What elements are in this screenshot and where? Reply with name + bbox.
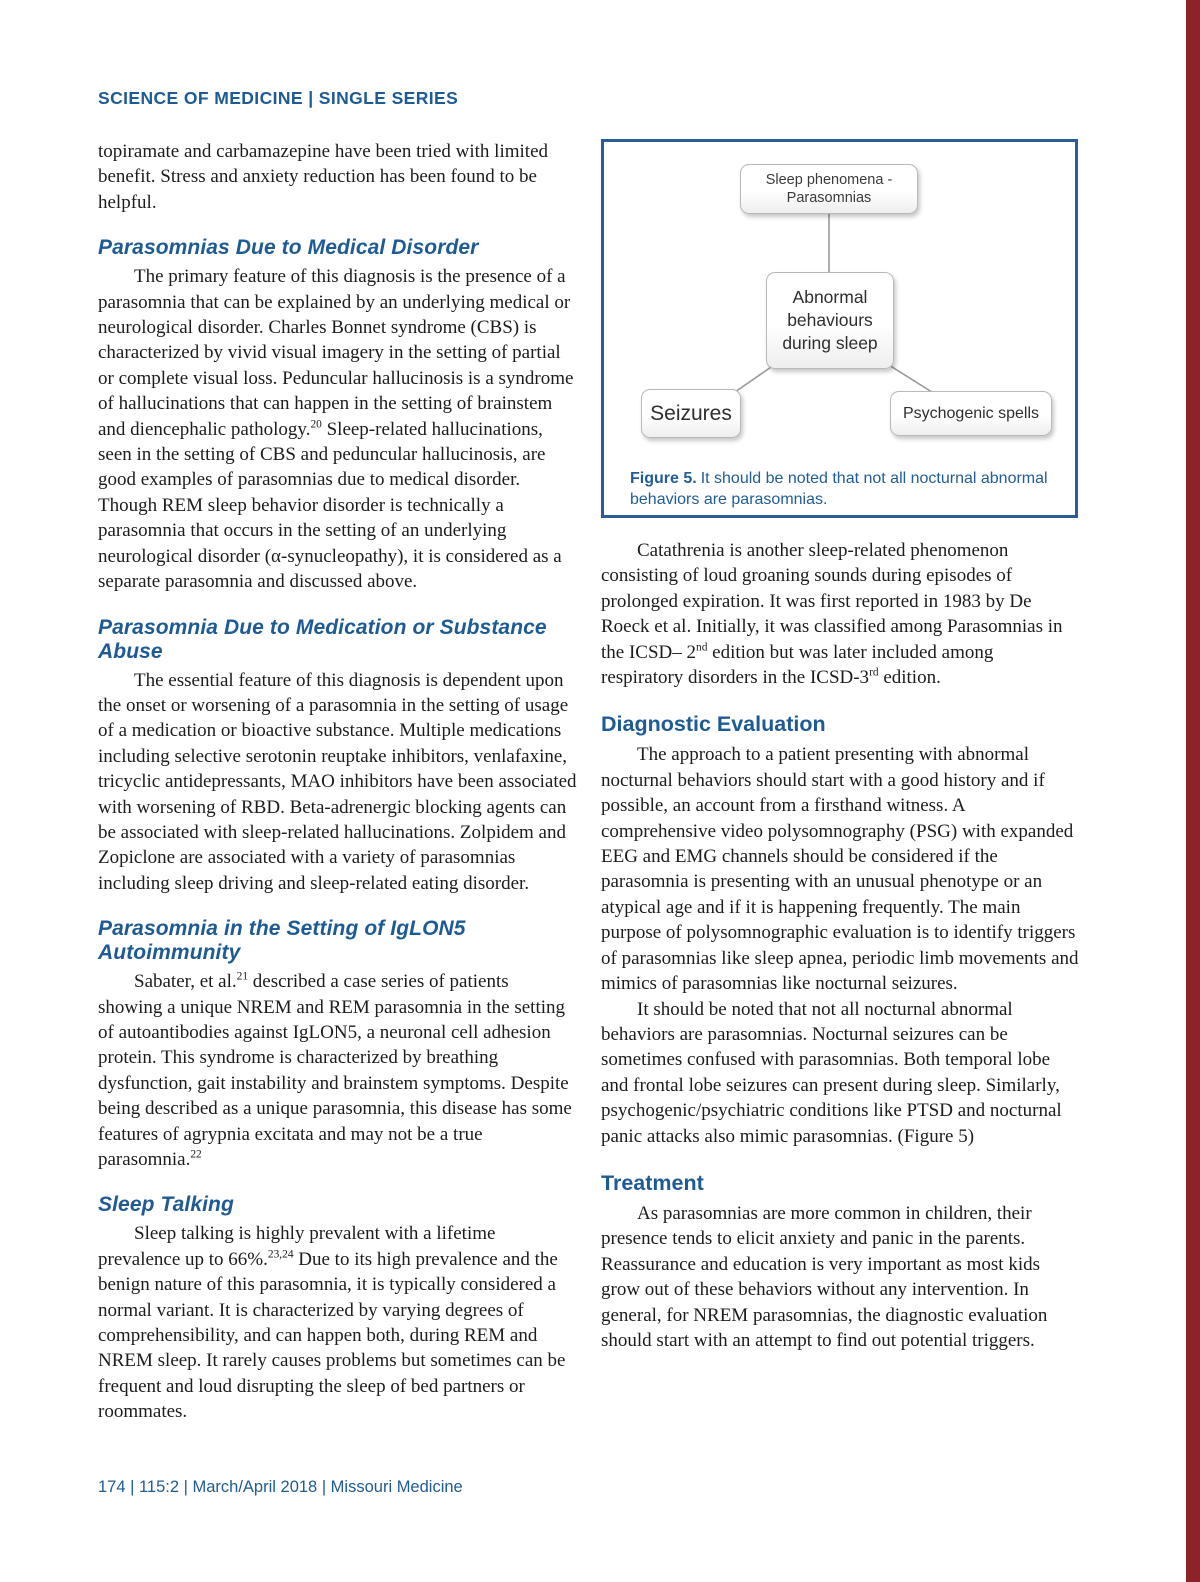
node-sleep-phenomena-parasomnias: [740, 164, 918, 214]
paragraph: The approach to a patient presenting with abnormal nocturnal behaviors should start with a good history and if possible, an account from a firsthand witness. A comprehensive video polysomnography (PSG) with expanded EEG and EMG channels should be considered if the parasomnia is presenting with an unusual phenotype or an atypical age and if it is happening frequently. The main purpose of polysomnographic evaluation is to identify triggers of parasomnias like sleep apnea, periodic limb movements and mimics of parasomnias like nocturnal seizures.: [601, 744, 1079, 995]
paragraph: As parasomnias are more common in children, their presence tends to elicit anxiety and panic in the parents. Reassurance and education is very important as most kids grow out of these behaviors without any intervention. In general, for NREM parasomnias, the diagnostic evaluation should start with an attempt to find out potential triggers.: [601, 1202, 1048, 1351]
paragraph: The essential feature of this diagnosis is dependent upon the onset or worsening of a parasomnia in the setting of usage of a medication or bioactive substance. Multiple medications including selective serotonin reuptake inhibitors, venlafaxine, tricyclic antidepressants, MAO inhibitors have been associated with worsening of RBD. Beta-adrenergic blocking agents can be associated with sleep-related hallucinations. Zolpidem and Zopiclone are associated with a variety of parasomnias including sleep driving and sleep-related eating disorder.: [98, 669, 577, 894]
paragraph-continuation: topiramate and carbamazepine have been tried with limited benefit. Stress and anxiety reduction has been found to be helpful.: [98, 141, 548, 213]
left-column: [98, 139, 577, 1425]
heading-parasomnias-medical-disorder: Parasomnias Due to Medical Disorder: [98, 236, 479, 260]
section-eyebrow: SCIENCE OF MEDICINE | SINGLE SERIES: [98, 88, 459, 108]
paragraph: Sleep talking is highly prevalent with a lifetime prevalence up to 66%.$^{23,24}$ Due to its high prevalence and the benign nature of this parasomnia, it is typically considered a normal variant. It is characterized by varying degrees of comprehensibility, and can happen both, during REM and NREM sleep. It rarely causes problems but sometimes can be frequent and loud disrupting the sleep of bed partners or roommates.: [98, 1223, 566, 1423]
figure-caption: [630, 468, 1058, 510]
node-label: Psychogenic spells: [902, 404, 1040, 422]
paragraph: The primary feature of this diagnosis is the presence of a parasomnia that can be explained by an underlying medical or neurological disorder. Charles Bonnet syndrome (CBS) is characterized by vivid visual imagery in the setting of partial or complete visual loss. Peduncular hallucinosis is a syndrome of hallucinations that can happen in the setting of brainstem and diencephalic pathology.$^{20}$ Sleep-related hallucinations, seen in the setting of CBS and peduncular hallucinosis, are good examples of parasomnias due to medical disorder. Though REM sleep behavior disorder is technically a parasomnia that occurs in the setting of an underlying neurological disorder (α-synucleopathy), it is considered as a separate parasomnia and discussed above.: [98, 266, 574, 593]
node-line-1: Sleep phenomena -: [765, 172, 893, 188]
node-line-2: Parasomnias: [786, 190, 872, 206]
node-psychogenic-spells: [890, 391, 1052, 436]
right-column: [601, 139, 1080, 1425]
figure-caption-label: Figure 5.: [630, 470, 697, 487]
node-seizures: [641, 389, 741, 438]
node-label: Abnormal behaviours during sleep: [782, 287, 878, 353]
heading-diagnostic-evaluation: Diagnostic Evaluation: [601, 712, 826, 737]
heading-sleep-talking: Sleep Talking: [98, 1193, 234, 1217]
heading-treatment: Treatment: [601, 1170, 704, 1195]
page-edge-red-bar: [1186, 0, 1200, 1582]
page-footer: 174 | 115:2 | March/April 2018 | Missouri Medicine: [98, 1478, 463, 1496]
node-abnormal-behaviours-during-sleep: [766, 272, 894, 369]
figure-caption-text: It should be noted that not all nocturnal abnormal behaviors are parasomnias.: [630, 470, 1048, 508]
figure-5-flowchart: [601, 139, 1078, 518]
node-label: Seizures: [650, 401, 732, 425]
heading-parasomnia-medication-substance: Parasomnia Due to Medication or Substance Abuse: [98, 615, 547, 663]
paragraph-catathrenia: Catathrenia is another sleep-related phenomenon consisting of loud groaning sounds during episodes of prolonged expiration. It was first reported in 1983 by De Roeck et al. Initially, it was classified among Parasomnias in the ICSD– 2nd edition but was later included among respiratory disorders in the ICSD-3rd edition.: [601, 540, 1063, 689]
paragraph: Sabater, et al.$^{21}$ described a case series of patients showing a unique NREM and REM parasomnia in the setting of autoantibodies against IgLON5, a neuronal cell adhesion protein. This syndrome is characterized by breathing dysfunction, gait instability and brainstem symptoms. Despite being described as a unique parasomnia, this disease has some features of agrypnia excitata and may not be a true parasomnia.$^{22}$: [98, 970, 572, 1170]
heading-parasomnia-iglon5: Parasomnia in the Setting of IgLON5 Autoimmunity: [98, 917, 466, 965]
article-columns: [98, 139, 1080, 1425]
paragraph: It should be noted that not all nocturnal abnormal behaviors are parasomnias. Nocturnal seizures can be sometimes confused with parasomnias. Both temporal lobe and frontal lobe seizures can present during sleep. Similarly, psychogenic/psychiatric conditions like PTSD and nocturnal panic attacks also mimic parasomnias. (Figure 5): [601, 998, 1062, 1147]
page-content: [98, 88, 1080, 1425]
